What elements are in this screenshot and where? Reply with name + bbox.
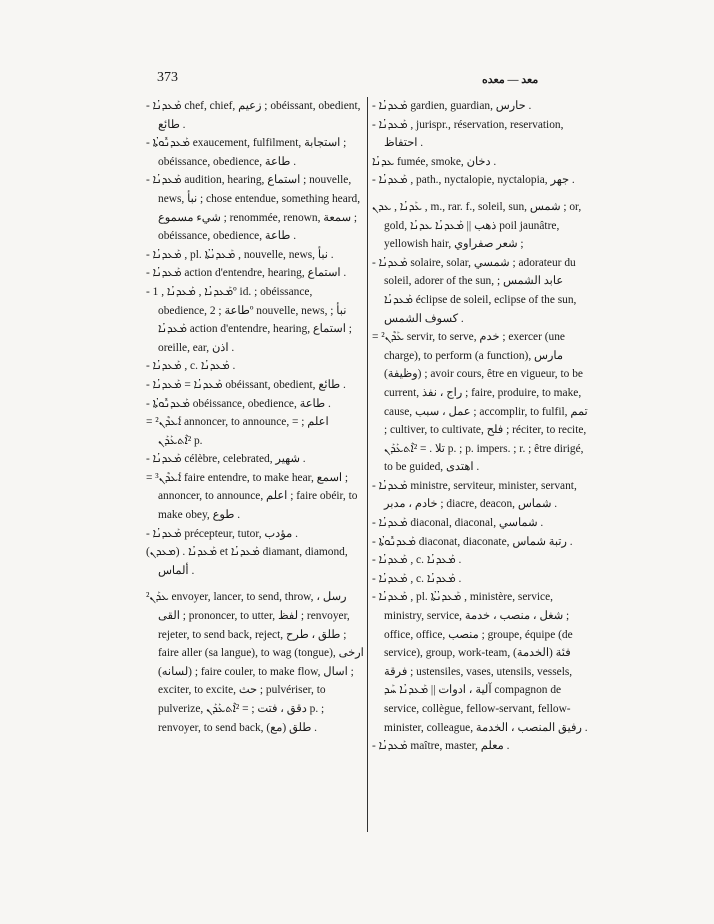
dictionary-entry: - ܡܰܥܕܢܳܐ maître, master, معلم . xyxy=(372,740,510,753)
dictionary-entry-headword: ܥܰܕܢܳܐ , ܥܕܢ , m., rar. f., soleil, sun, شمس ; or, gold, ذهب || ܡܰܥܕܢܳܐ ܥܕܢܳܐ poil jaunâtre, yellowish hair, شعر صفراوي ; xyxy=(372,200,582,251)
running-head: معد — معده xyxy=(482,74,539,86)
dictionary-entry: = ²ܐܰܥܕܶܢ annoncer, to announce, اعلم ; = ²ܐܶܬܥܰܕܰܢ p. xyxy=(146,416,329,447)
dictionary-entry: - ܡܰܥܕܢܳܐ , ܡܰܥܕܢܳܐ , 1º id. ; obéissance, obedience, طاعة ; 2º nouvelle, news, نبأ ; ܡܰܥܕܢܳܐ action d'entendre, hearing, استماع ; oreille, ear, اذن . xyxy=(146,285,352,354)
dictionary-entry: - ܡܰܥܕܢܳܐ , pl. ܡܰܥܕܢܳܬܳܐ , nouvelle, news, نبأ . xyxy=(146,248,334,261)
dictionary-entry: - ܡܰܥܕܢܳܐ , c. ܡܰܥܕܢܳܐ . xyxy=(372,554,462,567)
dictionary-entry: - ܡܰܥܕܢܳܐ = ܡܰܥܕܢܳܐ obéissant, obedient, طائع . xyxy=(146,378,346,391)
page-header xyxy=(0,70,714,90)
dictionary-entry: - ܡܰܥܕܢܳܐ chef, chief, زعيم ; obéissant, obedient, طائع . xyxy=(146,100,361,131)
dictionary-entry: - ܡܰܥܕܢܳܐ action d'entendre, hearing, استماع . xyxy=(146,267,347,280)
dictionary-entry: - ܡܰܥܕܢܳܐ audition, hearing, استماع ; nouvelle, news, نبأ ; chose entendue, something heard, شيء مسموع ; renommée, renown, سمعة ; obéissance, obedience, طاعة . xyxy=(146,174,361,243)
left-column xyxy=(146,97,364,737)
dictionary-entry: - ܡܰܥܕܢܳܐ ministre, serviteur, minister, servant, خادم ، مدبر ; diacre, deacon, شماس . xyxy=(372,479,577,511)
dictionary-entry: - ܡܰܥܕܢܳܐ , jurispr., réservation, reservation, احتفاظ . xyxy=(372,118,564,150)
dictionary-entry: - ܡܰܥܕܢܳܐ , path., nyctalopie, nyctalopia, جهر . xyxy=(372,174,575,187)
dictionary-entry: (ܡܥܕܢ) . ܡܰܥܕܢܳܐ et ܡܰܥܕܢܳܐ diamant, diamond, ألماس . xyxy=(146,546,348,577)
dictionary-entry: - ܡܰܥܕܢܳܐ , pl. ܡܰܥܕܢܳܬܳܐ , ministère, service, ministry, service, شغل ، منصب ، خدمة ; office, office, منصب ; groupe, équipe (de service), group, work-team, فئة (الخدمة) فرقة ; ustensiles, vases, utensils, vessels, آلية ، ادوات || ܡܰܥܕܢܳܐ ܚܰܕ compagnon de service, collègue, fellow-servant, fellow-minister, colleague, رفيق المنصب ، الخدمة . xyxy=(372,591,588,734)
dictionary-entry: - ܡܰܥܕܢܳܐ , c. ܡܰܥܕܢܳܐ . xyxy=(372,572,462,585)
dictionary-entry: - ܡܰܥܕܢܳܐ gardien, guardian, حارس . xyxy=(372,100,532,112)
dictionary-entry: - ܡܰܥܕܢܽܘܬܳܐ obéissance, obedience, طاعة . xyxy=(146,397,331,410)
column-divider xyxy=(367,97,368,832)
right-column xyxy=(372,97,588,756)
entry-gap xyxy=(146,580,364,588)
page-number: 373 xyxy=(157,70,178,85)
dictionary-entry: - ܡܰܥܕܢܳܐ solaire, solar, شمسي ; adorateur du soleil, adorer of the sun, عابد الشمس ; ܡܰܥܕܢܳܐ éclipse de soleil, eclipse of the sun, كسوف الشمس . xyxy=(372,256,577,325)
dictionary-entry: ܥܕܢܳܐ fumée, smoke, دخان . xyxy=(372,155,497,168)
dictionary-entry: = ²ܥܰܕܶܢ servir, to serve, خدم ; exercer (une charge), to perform (a function), مارس (وظيفة) ; avoir cours, être en vigueur, to be current, راج ، نفذ ; faire, produire, to make, cause, عمل ، سبب ; accomplir, to fulfil, تمم ; cultiver, to cultivate, فلح ; réciter, to recite, تلا . = ²ܐܶܬܥܰܕܰܢ p. ; p. impers. ; r. ; être dirigé, to be guided, اهتدى . xyxy=(372,331,588,474)
dictionary-entry: - ܡܰܥܕܢܽܘܬܳܐ exaucement, fulfilment, استجابة ; obéissance, obedience, طاعة . xyxy=(146,137,347,168)
entry-gap xyxy=(372,190,588,198)
dictionary-entry: = ³ܐܰܥܕܶܢ faire entendre, to make hear, اسمع ; annoncer, to announce, اعلم ; faire obéir, to make obey, طوع . xyxy=(146,471,358,522)
dictionary-entry: - ܡܰܥܕܢܳܐ diaconal, diaconal, شماسي . xyxy=(372,517,544,530)
dictionary-entry: - ܡܰܥܕܢܳܐ célèbre, celebrated, شهير . xyxy=(146,453,306,466)
dictionary-entry: - ܡܰܥܕܢܽܘܬܳܐ diaconat, diaconate, رتبة شماس . xyxy=(372,535,573,548)
dictionary-entry: - ܡܰܥܕܢܳܐ , c. ܡܰܥܕܢܳܐ . xyxy=(146,360,236,373)
dictionary-entry: ²ܥܕܰܢ envoyer, lancer, to send, throw, رسل ، القى ; prononcer, to utter, لفظ ; renvoyer, rejeter, to send back, reject, طلق ، طرح ; faire aller (sa langue), to wag (tongue), ارخى (لسانه) ; faire couler, to make flow, اسال ; exciter, to excite, حث ; pulvériser, to pulverize, دقق ، فتت ; = ²ܐܶܬܥܰܕܰܢ p. ; renvoyer, to send back, طلق (مع) . xyxy=(146,591,364,734)
dictionary-entry: - ܡܰܥܕܢܳܐ précepteur, tutor, مؤدب . xyxy=(146,527,298,540)
